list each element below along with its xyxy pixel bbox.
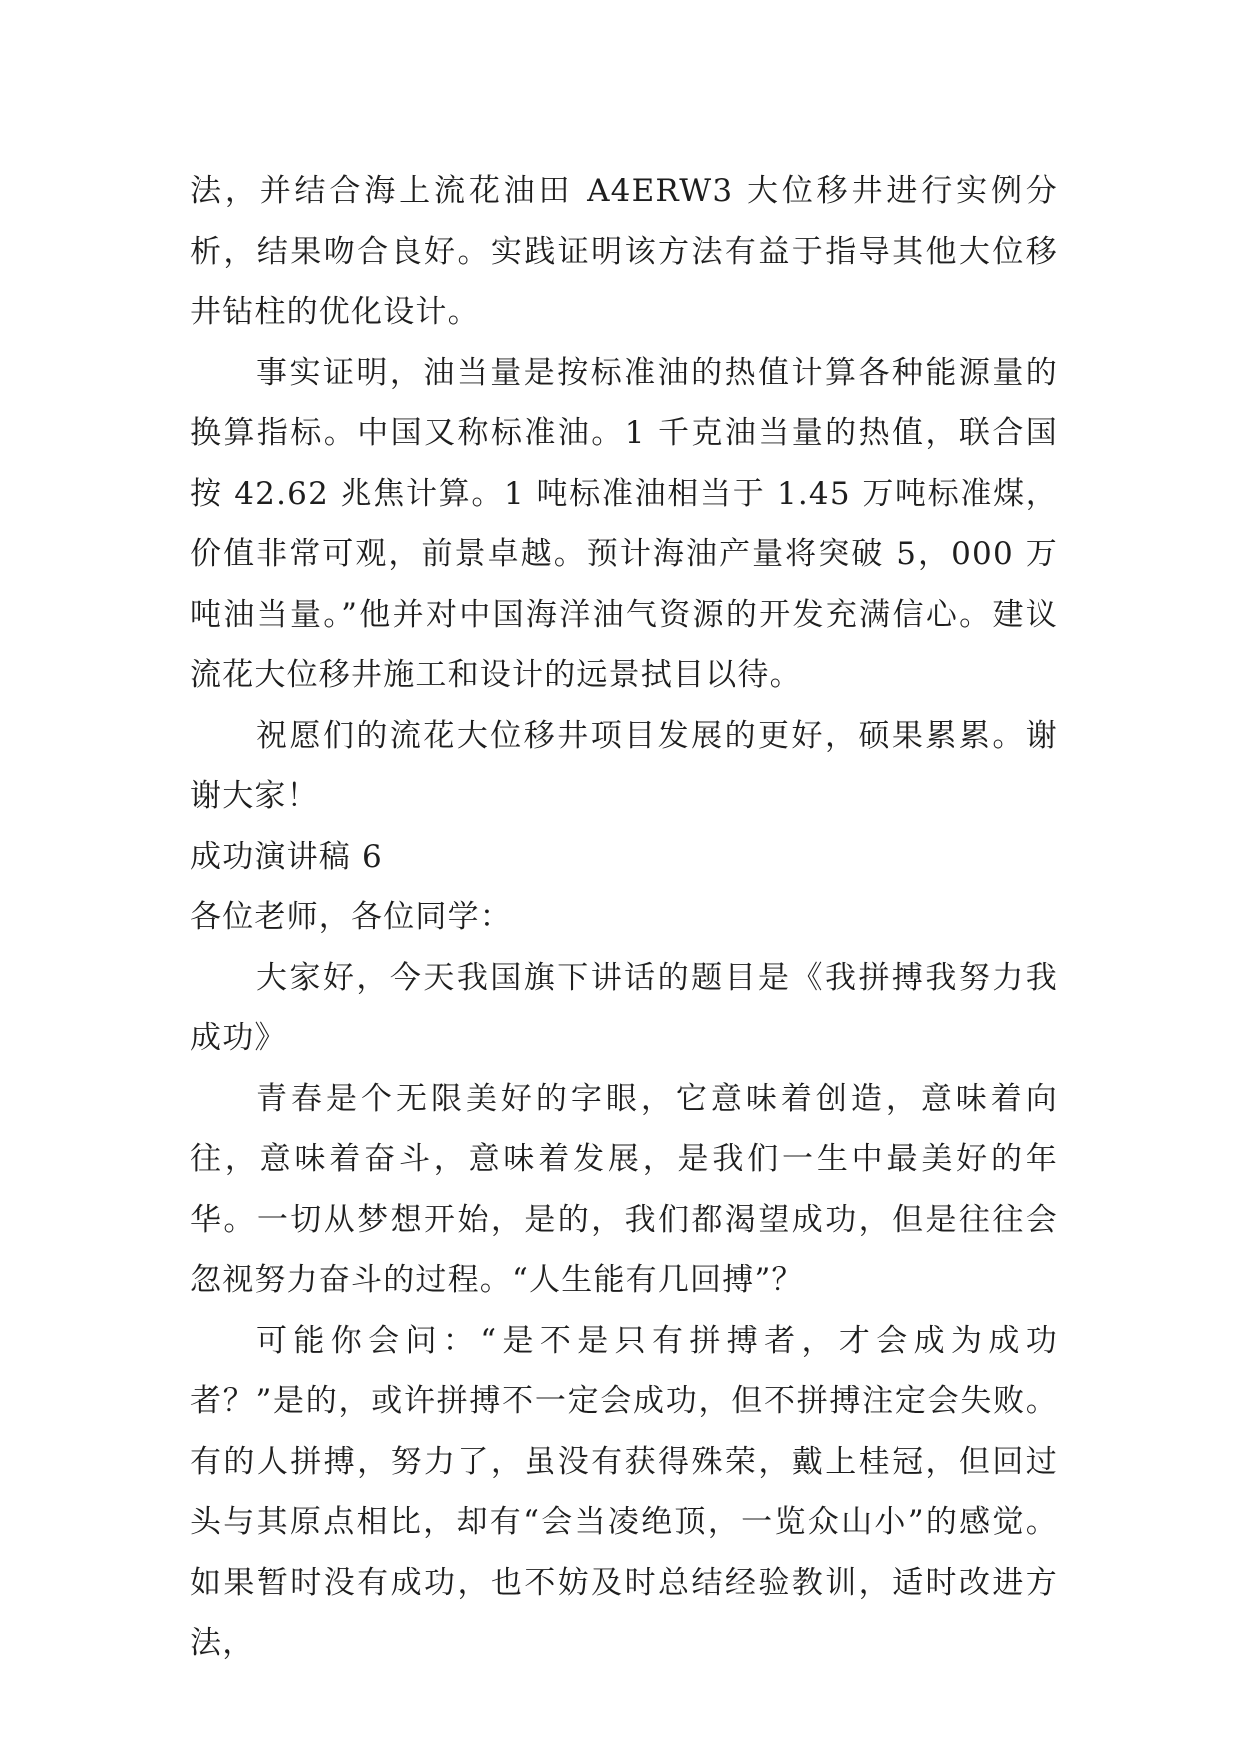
document-body [190,161,1058,1674]
salutation: 各位老师，各位同学： [190,899,512,935]
paragraph-youth: 青春是个无限美好的字眼，它意味着创造，意味着向往，意味着奋斗，意味着发展，是我们一生中最美好的年华。一切从梦想开始，是的，我们都渴望成功，但是往往会忽视努力奋斗的过程。“人生能有几回搏”？ [190,1080,1058,1298]
paragraph-continuation: 法，并结合海上流花油田 A4ERW3 大位移井进行实例分析，结果吻合良好。实践证明该方法有益于指导其他大位移井钻柱的优化设计。 [190,173,1058,330]
paragraph-greeting: 大家好，今天我国旗下讲话的题目是《我拼搏我努力我成功》 [190,959,1058,1056]
paragraph-oil-equivalent: 事实证明，油当量是按标准油的热值计算各种能源量的换算指标。中国又称标准油。1 千克油当量的热值，联合国按 42.62 兆焦计算。1 吨标准油相当于 1.45 万吨标准煤，价值非常可观，前景卓越。预计海油产量将突破 5，000 万吨油当量。”他并对中国海洋油气资源的开发充满信心。建议流花大位移井施工和设计的远景拭目以待。 [190,354,1058,693]
section-heading: 成功演讲稿 6 [190,838,383,875]
paragraph-wishes: 祝愿们的流花大位移井项目发展的更好，硕果累累。谢谢大家！ [190,717,1058,814]
paragraph-struggle: 可能你会问：“是不是只有拼搏者，才会成为成功者？”是的，或许拼搏不一定会成功，但不拼搏注定会失败。有的人拼搏，努力了，虽没有获得殊荣，戴上桂冠，但回过头与其原点相比，却有“会当凌绝顶，一览众山小”的感觉。如果暂时没有成功，也不妨及时总结经验教训，适时改进方法， [190,1322,1058,1661]
